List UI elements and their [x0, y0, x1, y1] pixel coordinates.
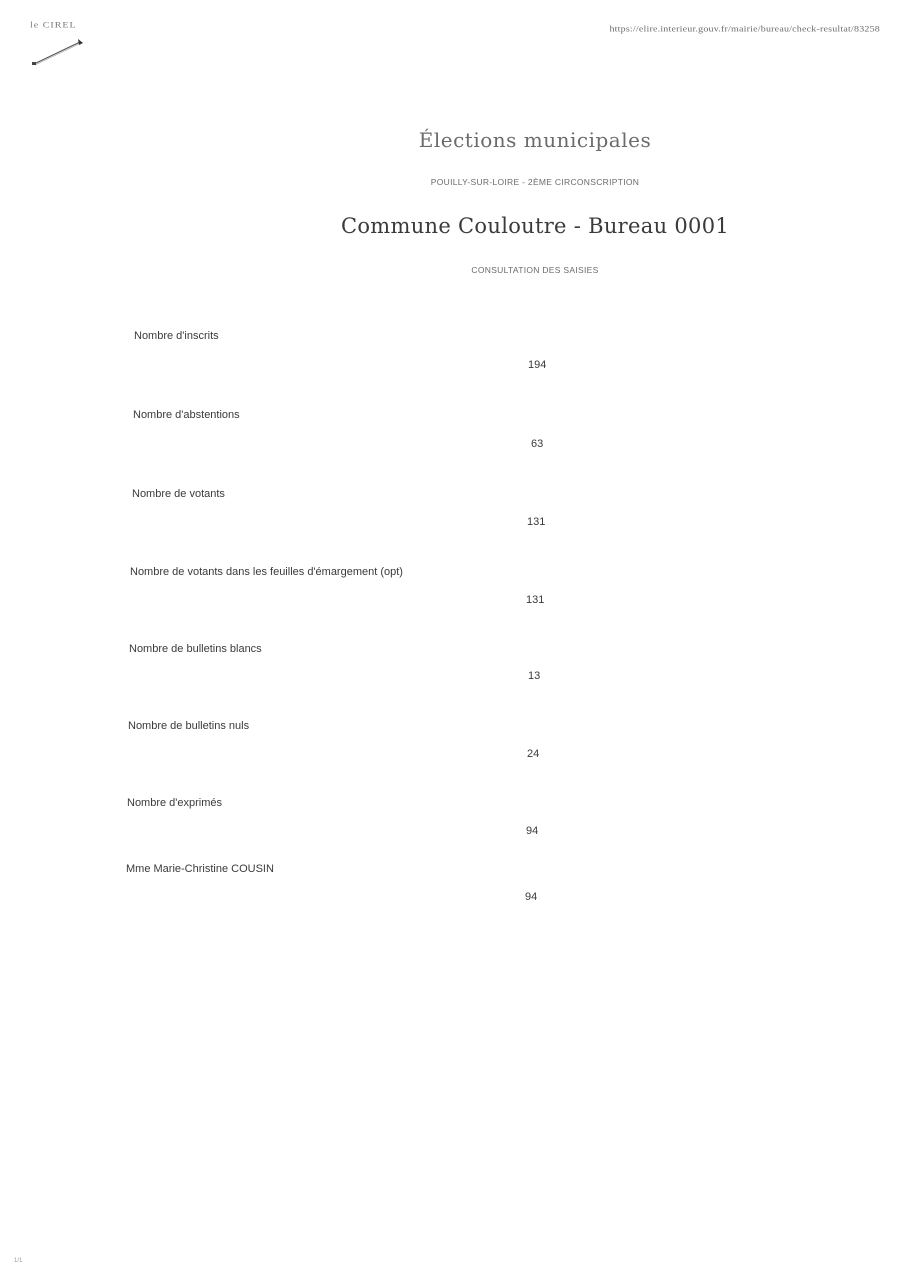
- row-value-exprimes: 94: [526, 825, 539, 837]
- row-value-abstentions: 63: [531, 438, 544, 450]
- row-label-inscrits: Nombre d'inscrits: [134, 330, 219, 342]
- row-label-emargement: Nombre de votants dans les feuilles d'émargement (opt): [130, 566, 403, 578]
- row-label-nuls: Nombre de bulletins nuls: [128, 720, 250, 732]
- page-number: 1/1: [14, 1258, 23, 1264]
- row-value-inscrits: 194: [528, 359, 547, 371]
- pen-stroke-icon: [30, 34, 85, 68]
- row-label-candidate: Mme Marie-Christine COUSIN: [126, 863, 274, 875]
- row-label-blancs: Nombre de bulletins blancs: [129, 643, 262, 655]
- header-left-label: le CIREL: [30, 21, 77, 30]
- row-value-candidate: 94: [525, 891, 538, 903]
- row-value-votants: 131: [527, 516, 546, 528]
- section-label: CONSULTATION DES SAISIES: [471, 265, 599, 275]
- row-label-votants: Nombre de votants: [132, 488, 225, 500]
- header-url: https://elire.interieur.gouv.fr/mairie/bureau/check-resultat/83258: [609, 24, 880, 35]
- row-value-nuls: 24: [527, 748, 540, 760]
- row-label-exprimes: Nombre d'exprimés: [127, 797, 223, 809]
- row-value-emargement: 131: [526, 594, 545, 606]
- row-label-abstentions: Nombre d'abstentions: [133, 409, 240, 421]
- page-title: Élections municipales: [418, 128, 652, 152]
- circonscription-label: POUILLY-SUR-LOIRE - 2ÈME CIRCONSCRIPTION: [430, 177, 640, 187]
- commune-heading: Commune Couloutre - Bureau 0001: [340, 214, 730, 238]
- row-value-blancs: 13: [528, 670, 541, 682]
